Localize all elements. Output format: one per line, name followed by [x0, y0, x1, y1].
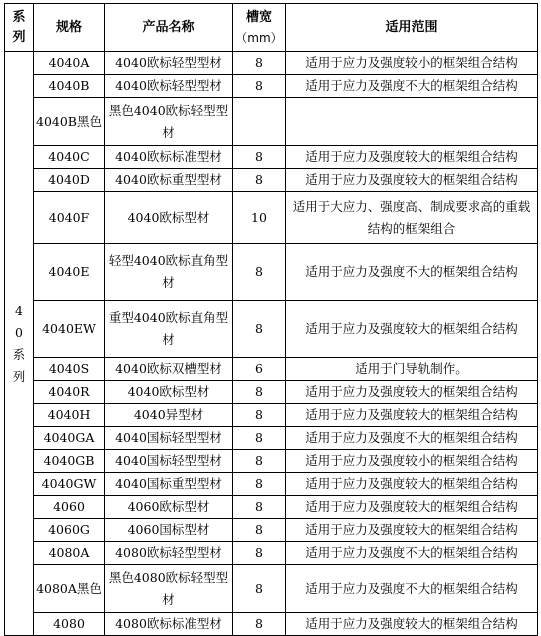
slot-width-cell: 8	[233, 542, 286, 565]
slot-width-cell: 8	[233, 52, 286, 75]
header-model: 规格	[34, 4, 105, 52]
model-cell: 4040C	[34, 146, 105, 169]
slot-width-cell: 8	[233, 169, 286, 192]
table-row	[5, 519, 538, 542]
scope-cell: 适用于应力及强度较小的框架组合结构	[286, 52, 538, 75]
table-row	[5, 450, 538, 473]
slot-width-cell: 8	[233, 75, 286, 98]
spec-table-wrapper	[4, 3, 537, 636]
model-cell: 4040EW	[34, 301, 105, 358]
product-name-cell: 4040异型材	[105, 404, 233, 427]
scope-cell: 适用于门导轨制作。	[286, 358, 538, 381]
product-name-cell: 轻型4040欧标直角型材	[105, 244, 233, 301]
slot-width-cell: 8	[233, 473, 286, 496]
scope-cell	[286, 98, 538, 146]
model-cell: 4040S	[34, 358, 105, 381]
header-product-name: 产品名称	[105, 4, 233, 52]
header-slot-width-label: 槽宽	[245, 9, 272, 25]
slot-width-cell: 8	[233, 146, 286, 169]
table-row	[5, 358, 538, 381]
slot-width-cell: 8	[233, 613, 286, 636]
slot-width-cell: 8	[233, 519, 286, 542]
product-name-cell: 4040欧标型材	[105, 381, 233, 404]
product-name-cell: 4040国标轻型型材	[105, 427, 233, 450]
scope-cell: 适用于应力及强度较大的框架组合结构	[286, 301, 538, 358]
product-name-cell: 4080欧标标准型材	[105, 613, 233, 636]
scope-cell: 适用于应力及强度较大的框架组合结构	[286, 146, 538, 169]
slot-width-cell: 8	[233, 565, 286, 613]
product-name-cell: 黑色4040欧标轻型型材	[105, 98, 233, 146]
model-cell: 4080	[34, 613, 105, 636]
table-row	[5, 565, 538, 613]
slot-width-cell: 8	[233, 381, 286, 404]
header-series: 系列	[5, 4, 34, 52]
model-cell: 4040D	[34, 169, 105, 192]
table-row	[5, 169, 538, 192]
header-slot-width	[233, 4, 286, 52]
product-name-cell: 4040欧标标准型材	[105, 146, 233, 169]
scope-cell: 适用于应力及强度较大的框架组合结构	[286, 496, 538, 519]
slot-width-cell: 8	[233, 427, 286, 450]
table-row	[5, 381, 538, 404]
scope-cell: 适用于应力及强度较大的框架组合结构	[286, 169, 538, 192]
scope-cell: 适用于应力及强度较小的框架组合结构	[286, 450, 538, 473]
table-row	[5, 301, 538, 358]
table-row	[5, 542, 538, 565]
model-cell: 4040R	[34, 381, 105, 404]
model-cell: 4040F	[34, 192, 105, 244]
slot-width-cell: 8	[233, 301, 286, 358]
table-row	[5, 404, 538, 427]
model-cell: 4060G	[34, 519, 105, 542]
product-name-cell: 4040欧标型材	[105, 192, 233, 244]
model-cell: 4040H	[34, 404, 105, 427]
scope-cell: 适用于应力及强度不大的框架组合结构	[286, 427, 538, 450]
product-name-cell: 4060国标型材	[105, 519, 233, 542]
header-scope: 适用范围	[286, 4, 538, 52]
model-cell: 4040A	[34, 52, 105, 75]
model-cell: 4040GB	[34, 450, 105, 473]
product-name-cell: 4040欧标双槽型材	[105, 358, 233, 381]
product-name-cell: 4040欧标重型型材	[105, 169, 233, 192]
product-name-cell: 4080欧标轻型型材	[105, 542, 233, 565]
product-name-cell: 4040欧标轻型型材	[105, 52, 233, 75]
scope-cell: 适用于应力及强度较大的框架组合结构	[286, 613, 538, 636]
product-name-cell: 4040国标轻型型材	[105, 450, 233, 473]
table-row	[5, 192, 538, 244]
product-name-cell: 4040欧标轻型型材	[105, 75, 233, 98]
table-row	[5, 75, 538, 98]
table-row	[5, 146, 538, 169]
model-cell: 4040B	[34, 75, 105, 98]
scope-cell: 适用于应力及强度不大的框架组合结构	[286, 75, 538, 98]
scope-cell: 适用于应力及强度不大的框架组合结构	[286, 542, 538, 565]
table-row	[5, 473, 538, 496]
slot-width-cell	[233, 98, 286, 146]
slot-width-cell: 8	[233, 496, 286, 519]
product-name-cell: 4060欧标型材	[105, 496, 233, 519]
scope-cell: 适用于应力及强度较大的框架组合结构	[286, 404, 538, 427]
scope-cell: 适用于应力及强度不大的框架组合结构	[286, 244, 538, 301]
header-slot-width-unit: （mm）	[235, 30, 283, 45]
model-cell: 4060	[34, 496, 105, 519]
table-row	[5, 244, 538, 301]
table-row	[5, 613, 538, 636]
header-row	[5, 4, 538, 52]
product-name-cell: 黑色4080欧标轻型型材	[105, 565, 233, 613]
slot-width-cell: 8	[233, 244, 286, 301]
model-cell: 4040E	[34, 244, 105, 301]
spec-table	[4, 3, 538, 636]
scope-cell: 适用于应力及强度不大的框架组合结构	[286, 565, 538, 613]
table-row	[5, 427, 538, 450]
product-name-cell: 重型4040欧标直角型材	[105, 301, 233, 358]
table-row	[5, 98, 538, 146]
model-cell: 4040GA	[34, 427, 105, 450]
scope-cell: 适用于应力及强度较大的框架组合结构	[286, 473, 538, 496]
slot-width-cell: 6	[233, 358, 286, 381]
table-row	[5, 52, 538, 75]
slot-width-cell: 8	[233, 404, 286, 427]
scope-cell: 适用于应力及强度较大的框架组合结构	[286, 381, 538, 404]
series-label: 40系列	[12, 302, 26, 384]
model-cell: 4080A	[34, 542, 105, 565]
scope-cell: 适用于应力及强度较大的框架组合结构	[286, 519, 538, 542]
model-cell: 4040B黑色	[34, 98, 105, 146]
model-cell: 4040GW	[34, 473, 105, 496]
series-cell	[5, 52, 34, 636]
model-cell: 4080A黑色	[34, 565, 105, 613]
scope-cell: 适用于大应力、强度高、制成要求高的重载结构的框架组合	[286, 192, 538, 244]
slot-width-cell: 10	[233, 192, 286, 244]
table-row	[5, 496, 538, 519]
product-name-cell: 4040国标重型型材	[105, 473, 233, 496]
slot-width-cell: 8	[233, 450, 286, 473]
